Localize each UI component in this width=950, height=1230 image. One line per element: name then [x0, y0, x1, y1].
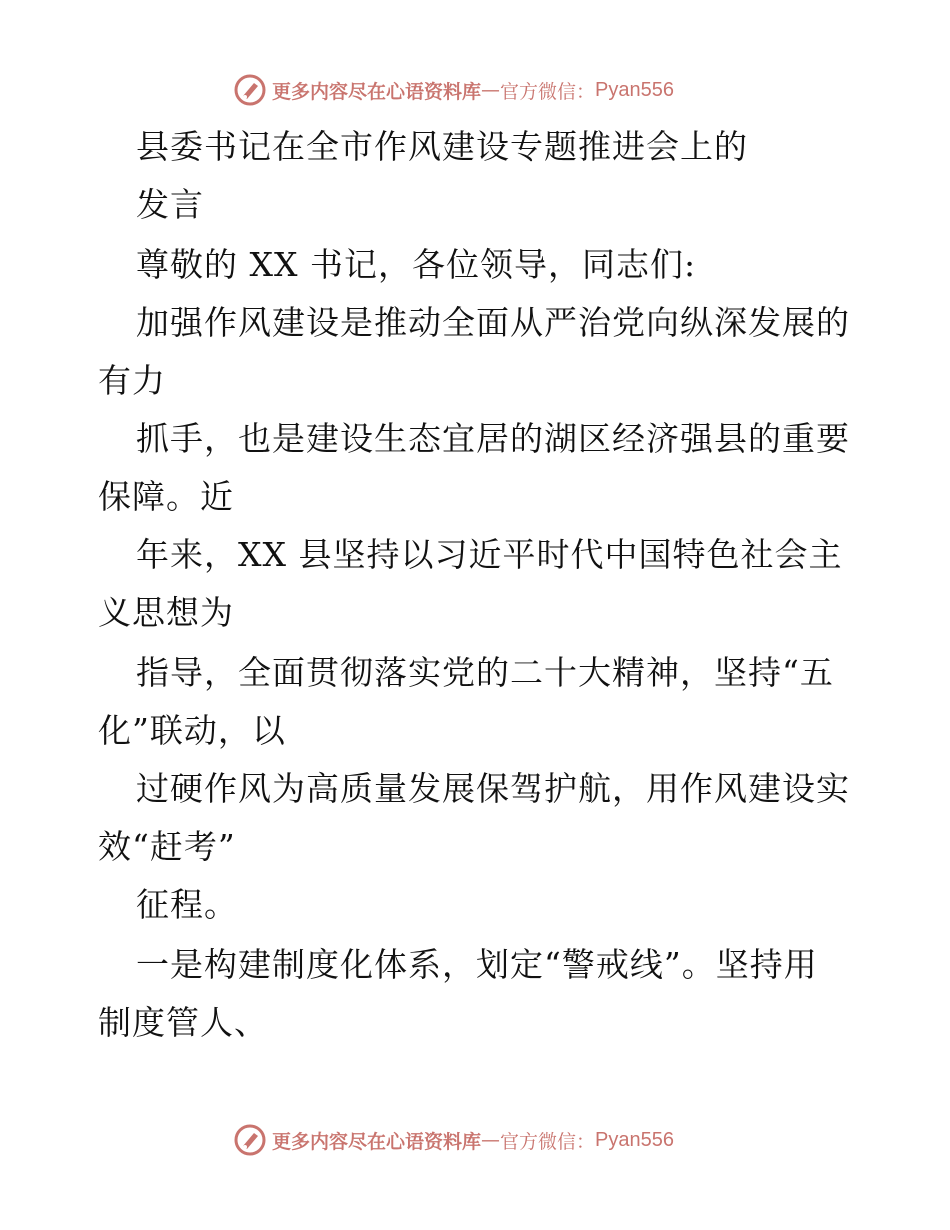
paragraph-line: 一是构建制度化体系，划定“警戒线”。坚持用	[136, 945, 818, 984]
paragraph-line: 年来，XX 县坚持以习近平时代中国特色社会主	[136, 535, 843, 574]
salutation: 尊敬的 XX 书记，各位领导，同志们:	[136, 245, 697, 284]
header-watermark-wechat-label: 官方微信：	[500, 80, 596, 103]
paragraph-line: 抓手，也是建设生态宜居的湖区经济强县的重要	[136, 419, 850, 458]
footer-watermark-wechat-id: Pyan556	[595, 1128, 674, 1151]
header-watermark-wechat-id: Pyan556	[595, 78, 674, 101]
paragraph-line: 指导，全面贯彻落实党的二十大精神，坚持“五	[136, 653, 834, 692]
footer-watermark-wechat-label: 官方微信：	[500, 1130, 596, 1153]
header-watermark-text: 更多内容尽在心语资料库	[272, 80, 482, 103]
paragraph-line: 化”联动，以	[98, 711, 286, 750]
paragraph-line: 加强作风建设是推动全面从严治党向纵深发展的	[136, 303, 850, 342]
paragraph-line: 义思想为	[98, 593, 234, 632]
header-watermark-dash: —	[481, 79, 501, 101]
logo-icon	[234, 1124, 266, 1156]
paragraph-line: 效“赶考”	[98, 827, 236, 866]
document-title-line-2: 发言	[136, 185, 204, 224]
logo-icon	[234, 74, 266, 106]
footer-watermark-dash: —	[481, 1129, 501, 1151]
header-watermark	[234, 73, 674, 107]
document-title-line-1: 县委书记在全市作风建设专题推进会上的	[136, 127, 748, 166]
paragraph-line: 制度管人、	[98, 1003, 268, 1042]
paragraph-line: 征程。	[136, 885, 238, 924]
paragraph-line: 过硬作风为高质量发展保驾护航，用作风建设实	[136, 769, 850, 808]
footer-watermark	[234, 1123, 674, 1157]
footer-watermark-text: 更多内容尽在心语资料库	[272, 1130, 482, 1153]
paragraph-line: 有力	[98, 361, 166, 400]
paragraph-line: 保障。近	[98, 477, 234, 516]
